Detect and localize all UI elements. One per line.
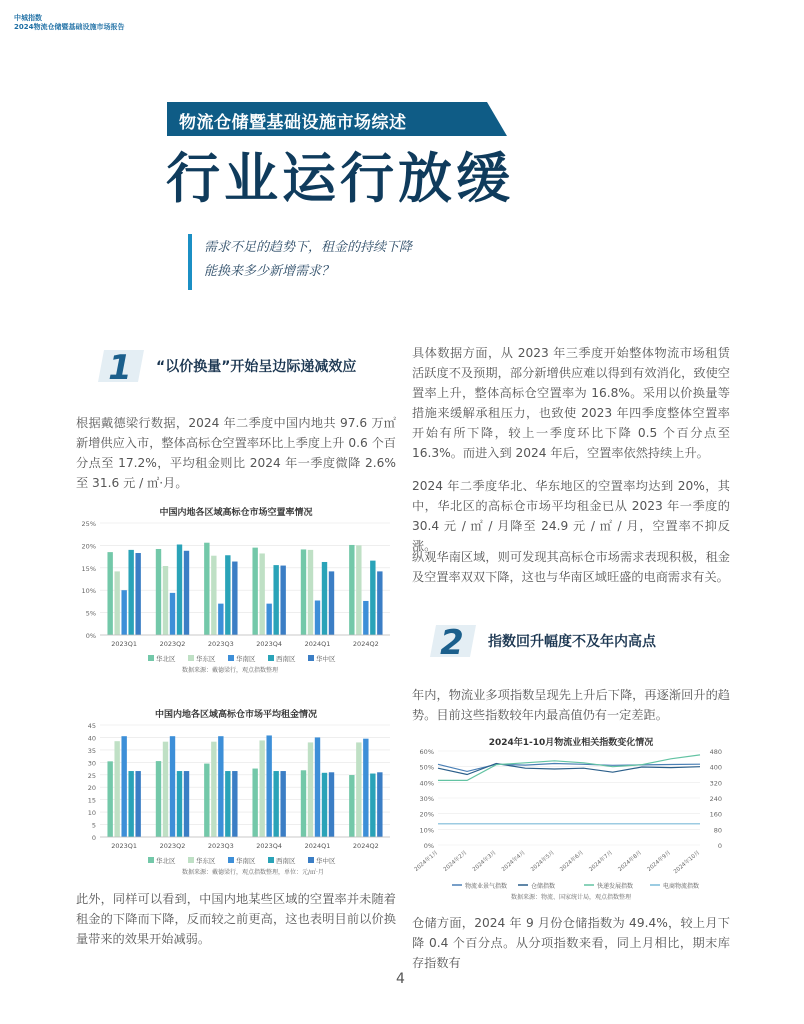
bar-华南区-2023Q4	[266, 604, 271, 635]
legend-label: 电商物流指数	[663, 883, 700, 890]
x-tick-label: 2023Q4	[256, 842, 283, 850]
y-right-tick-label: 400	[709, 763, 722, 772]
x-tick-label: 2024年10月	[672, 849, 702, 876]
x-tick-label: 2023Q2	[159, 842, 186, 850]
x-tick-label: 2024Q2	[352, 842, 379, 850]
legend-label: 华北区	[156, 857, 176, 865]
bar-华东区-2023Q3	[211, 742, 216, 837]
y-tick-label: 25	[87, 771, 96, 780]
legend-label: 华南区	[236, 857, 256, 865]
chart-title: 2024年1-10月物流业相关指数变化情况	[488, 738, 654, 748]
y-tick-label: 20	[87, 784, 96, 793]
y-tick-label: 45	[87, 722, 96, 730]
x-tick-label: 2024Q2	[352, 640, 379, 648]
legend-swatch	[268, 655, 274, 661]
y-left-tick-label: 40%	[419, 779, 434, 788]
section-1-number-badge	[98, 346, 144, 386]
legend-swatch	[228, 655, 234, 661]
section-2-heading	[430, 621, 730, 665]
y-tick-label: 15	[87, 796, 96, 805]
y-tick-label: 0%	[85, 632, 96, 640]
bar-华中区-2023Q3	[232, 771, 237, 837]
bar-华东区-2023Q2	[163, 742, 168, 837]
legend-label: 华东区	[196, 655, 216, 663]
x-tick-label: 2023Q1	[111, 640, 138, 648]
bar-西南区-2023Q1	[128, 771, 133, 837]
x-tick-label: 2024年7月	[588, 849, 614, 873]
header-line-1: 中城指数	[14, 14, 42, 22]
bar-华南区-2023Q3	[218, 604, 223, 635]
section-2-number: 2	[440, 623, 464, 661]
section-2-title: 指数回升幅度不及年内高点	[488, 634, 656, 650]
chart-title: 中国内地各区域高标仓市场空置率情况	[159, 508, 313, 518]
y-tick-label: 5%	[85, 609, 96, 618]
section-banner	[167, 102, 507, 136]
bar-华东区-2024Q1	[308, 742, 313, 837]
bar-华北区-2024Q1	[301, 770, 306, 837]
legend-swatch	[308, 857, 314, 863]
y-right-tick-label: 480	[709, 748, 722, 756]
bar-西南区-2023Q1	[128, 550, 133, 635]
bar-华南区-2024Q1	[315, 601, 320, 635]
bar-华东区-2023Q1	[114, 741, 119, 837]
x-tick-label: 2024年9月	[646, 849, 673, 873]
y-right-tick-label: 160	[709, 810, 722, 819]
bar-华北区-2023Q4	[252, 548, 257, 635]
x-tick-label: 2023Q3	[207, 842, 234, 850]
y-tick-label: 0	[91, 834, 96, 842]
chart-source: 数据来源：戴德梁行，观点指数整理，单位：元/㎡·月	[182, 869, 324, 876]
y-left-tick-label: 50%	[419, 763, 434, 772]
bar-华东区-2023Q4	[259, 740, 264, 837]
chart-source: 数据来源：戴德梁行，观点指数整理	[182, 667, 279, 674]
legend-label: 华北区	[156, 655, 176, 663]
legend-swatch	[308, 655, 314, 661]
bar-华中区-2023Q4	[280, 771, 285, 837]
y-tick-label: 35	[87, 746, 96, 755]
bar-华北区-2023Q2	[156, 549, 161, 635]
bar-华东区-2023Q3	[211, 556, 216, 635]
legend-label: 西南区	[276, 857, 296, 865]
bar-西南区-2023Q3	[225, 555, 230, 635]
y-tick-label: 20%	[81, 542, 96, 551]
y-left-tick-label: 60%	[419, 748, 434, 756]
header-line-2: 2024物流仓储暨基础设施市场报告	[14, 23, 125, 31]
bar-华北区-2023Q2	[156, 761, 161, 837]
bar-华南区-2024Q2	[363, 601, 368, 635]
bar-华南区-2024Q2	[363, 739, 368, 837]
bar-华南区-2023Q1	[121, 590, 126, 635]
y-tick-label: 30	[87, 759, 96, 768]
bar-华北区-2023Q3	[204, 764, 209, 837]
y-left-tick-label: 30%	[419, 795, 434, 803]
x-tick-label: 2024Q1	[304, 842, 331, 850]
legend-swatch	[188, 655, 194, 661]
y-right-tick-label: 240	[709, 795, 722, 803]
bar-西南区-2023Q4	[273, 771, 278, 837]
page-title: 行业运行放缓	[166, 147, 514, 210]
legend-swatch	[228, 857, 234, 863]
bar-西南区-2023Q2	[177, 545, 182, 635]
bar-华中区-2023Q1	[135, 553, 140, 635]
bar-西南区-2023Q2	[177, 771, 182, 837]
legend-swatch	[148, 857, 154, 863]
bar-华东区-2024Q2	[356, 545, 361, 635]
y-tick-label: 25%	[81, 520, 96, 528]
y-tick-label: 5	[91, 821, 96, 830]
section-1-title: “以价换量”开始呈边际递减效应	[156, 359, 357, 375]
x-tick-label: 2024Q1	[304, 640, 331, 648]
banner-text: 物流仓储暨基础设施市场综述	[179, 113, 407, 133]
legend-label: 西南区	[276, 655, 296, 663]
bar-华北区-2024Q1	[301, 549, 306, 635]
running-header	[14, 14, 124, 32]
x-tick-label: 2024年5月	[530, 849, 556, 873]
paragraph-right-1: 具体数据方面，从 2023 年三季度开始整体物流市场租赁活跃度不及预期，部分新增供应难以得到有效消化，致使空置率上升，整体高标仓空置率为 16.8%。采用以价换量等措施来缓解承租压力，也致使 2023 年四季度整体空置率开始有所下降，较上一季度环比下降 0.5 个百分点至 16.3%。而进入到 2024 年后，空置率依然持续上升。	[412, 346, 730, 460]
bar-华中区-2024Q2	[377, 571, 382, 635]
legend-label: 华中区	[316, 857, 336, 865]
legend-label: 华东区	[196, 857, 216, 865]
section-1-heading	[98, 346, 398, 390]
legend-swatch	[188, 857, 194, 863]
bar-华南区-2023Q2	[170, 593, 175, 635]
bar-华北区-2024Q2	[349, 775, 354, 837]
bar-华南区-2023Q1	[121, 736, 126, 837]
bar-华北区-2023Q1	[107, 761, 112, 837]
bar-华北区-2023Q1	[107, 552, 112, 635]
bar-华中区-2024Q1	[329, 772, 334, 837]
bar-西南区-2024Q1	[322, 562, 327, 635]
legend-label: 仓储指数	[531, 883, 556, 890]
bar-华东区-2024Q2	[356, 742, 361, 837]
y-right-tick-label: 0	[717, 842, 722, 850]
bar-华中区-2023Q2	[184, 771, 189, 837]
y-left-tick-label: 20%	[419, 810, 434, 819]
logistics-index-chart	[412, 733, 730, 908]
bar-华北区-2023Q3	[204, 543, 209, 635]
y-right-tick-label: 320	[709, 779, 722, 788]
y-left-tick-label: 0%	[423, 842, 434, 850]
section-1-number: 1	[108, 348, 132, 386]
bar-华中区-2023Q2	[184, 551, 189, 635]
quote-line-2: 能换来多少新增需求？	[204, 264, 335, 279]
y-right-tick-label: 80	[713, 826, 722, 835]
paragraph-right-5: 仓储方面，2024 年 9 月份仓储指数为 49.4%，较上月下降 0.4 个百分点。从分项指数来看，同上月相比，期末库存指数有	[412, 916, 730, 970]
paragraph-right-2: 2024 年二季度华北、华东地区的空置率均达到 20%，其中，华北区的高标仓市场平均租金已从 2023 年一季度的 30.4 元 / ㎡ / 月降至 24.9 元 / ㎡ / 月，空置率不抑反涨。	[412, 479, 730, 553]
chart-title: 中国内地各区域高标仓市场平均租金情况	[154, 710, 318, 720]
y-tick-label: 15%	[81, 564, 96, 573]
x-tick-label: 2023Q1	[111, 842, 138, 850]
bar-华东区-2023Q4	[259, 553, 264, 635]
bar-华中区-2023Q1	[135, 771, 140, 837]
bar-西南区-2024Q2	[370, 774, 375, 837]
paragraph-left-1: 根据戴德梁行数据，2024 年二季度中国内地共 97.6 万㎡新增供应入市，整体高标仓空置率环比上季度上升 0.6 个百分点至 17.2%，平均租金则比 2024 年一季度微降 2.6% 至 31.6 元 / ㎡·月。	[76, 416, 396, 490]
bar-华东区-2023Q2	[163, 566, 168, 635]
bar-华北区-2024Q2	[349, 545, 354, 635]
x-tick-label: 2024年6月	[559, 849, 585, 873]
bar-西南区-2024Q2	[370, 561, 375, 635]
bar-华北区-2023Q4	[252, 769, 257, 837]
bar-华中区-2024Q2	[377, 772, 382, 837]
legend-label: 华南区	[236, 655, 256, 663]
bar-华东区-2024Q1	[308, 550, 313, 635]
bar-西南区-2024Q1	[322, 773, 327, 837]
bar-华中区-2023Q3	[232, 562, 237, 635]
bar-华东区-2023Q1	[114, 571, 119, 635]
y-tick-label: 10%	[81, 587, 96, 596]
pull-quote	[188, 234, 412, 290]
rent-chart	[76, 705, 396, 882]
vacancy-rate-chart	[76, 503, 396, 680]
legend-swatch	[268, 857, 274, 863]
bar-华南区-2023Q3	[218, 736, 223, 837]
paragraph-right-3: 纵观华南区域，则可发现其高标仓市场需求表现积极，租金及空置率双双下降，这也与华南区域旺盛的电商需求有关。	[412, 550, 730, 584]
bar-华南区-2023Q2	[170, 736, 175, 837]
section-2-number-badge	[430, 621, 476, 661]
bar-华中区-2023Q4	[280, 566, 285, 635]
legend-swatch	[148, 655, 154, 661]
bar-华中区-2024Q1	[329, 571, 334, 635]
legend-label: 物流业景气指数	[465, 883, 508, 890]
bar-华南区-2023Q4	[266, 735, 271, 837]
x-tick-label: 2024年3月	[471, 849, 498, 873]
legend-label: 华中区	[316, 655, 336, 663]
x-tick-label: 2024年4月	[500, 849, 527, 873]
x-tick-label: 2023Q2	[159, 640, 186, 648]
page-number: 4	[396, 971, 405, 987]
x-tick-label: 2024年1月	[413, 849, 440, 873]
x-tick-label: 2024年2月	[442, 849, 469, 873]
bar-西南区-2023Q3	[225, 771, 230, 837]
x-tick-label: 2024年8月	[617, 849, 644, 873]
y-tick-label: 40	[87, 734, 96, 743]
chart-source: 数据来源：物流、国家统计局，观点指数整理	[510, 894, 632, 901]
bar-西南区-2023Q4	[273, 565, 278, 635]
y-left-tick-label: 10%	[419, 826, 434, 835]
bar-华南区-2024Q1	[315, 737, 320, 837]
paragraph-left-2: 此外，同样可以看到，中国内地某些区域的空置率并未随着租金的下降而下降，反而较之前更高，这也表明目前以价换量带来的效果开始减弱。	[76, 892, 396, 946]
x-tick-label: 2023Q4	[256, 640, 283, 648]
paragraph-right-4: 年内，物流业多项指数呈现先上升后下降，再逐渐回升的趋势。目前这些指数较年内最高值仍有一定差距。	[412, 688, 730, 722]
legend-label: 快递发展指数	[597, 883, 634, 890]
x-tick-label: 2023Q3	[207, 640, 234, 648]
y-tick-label: 10	[87, 809, 96, 818]
quote-line-1: 需求不足的趋势下，租金的持续下降	[204, 240, 413, 255]
